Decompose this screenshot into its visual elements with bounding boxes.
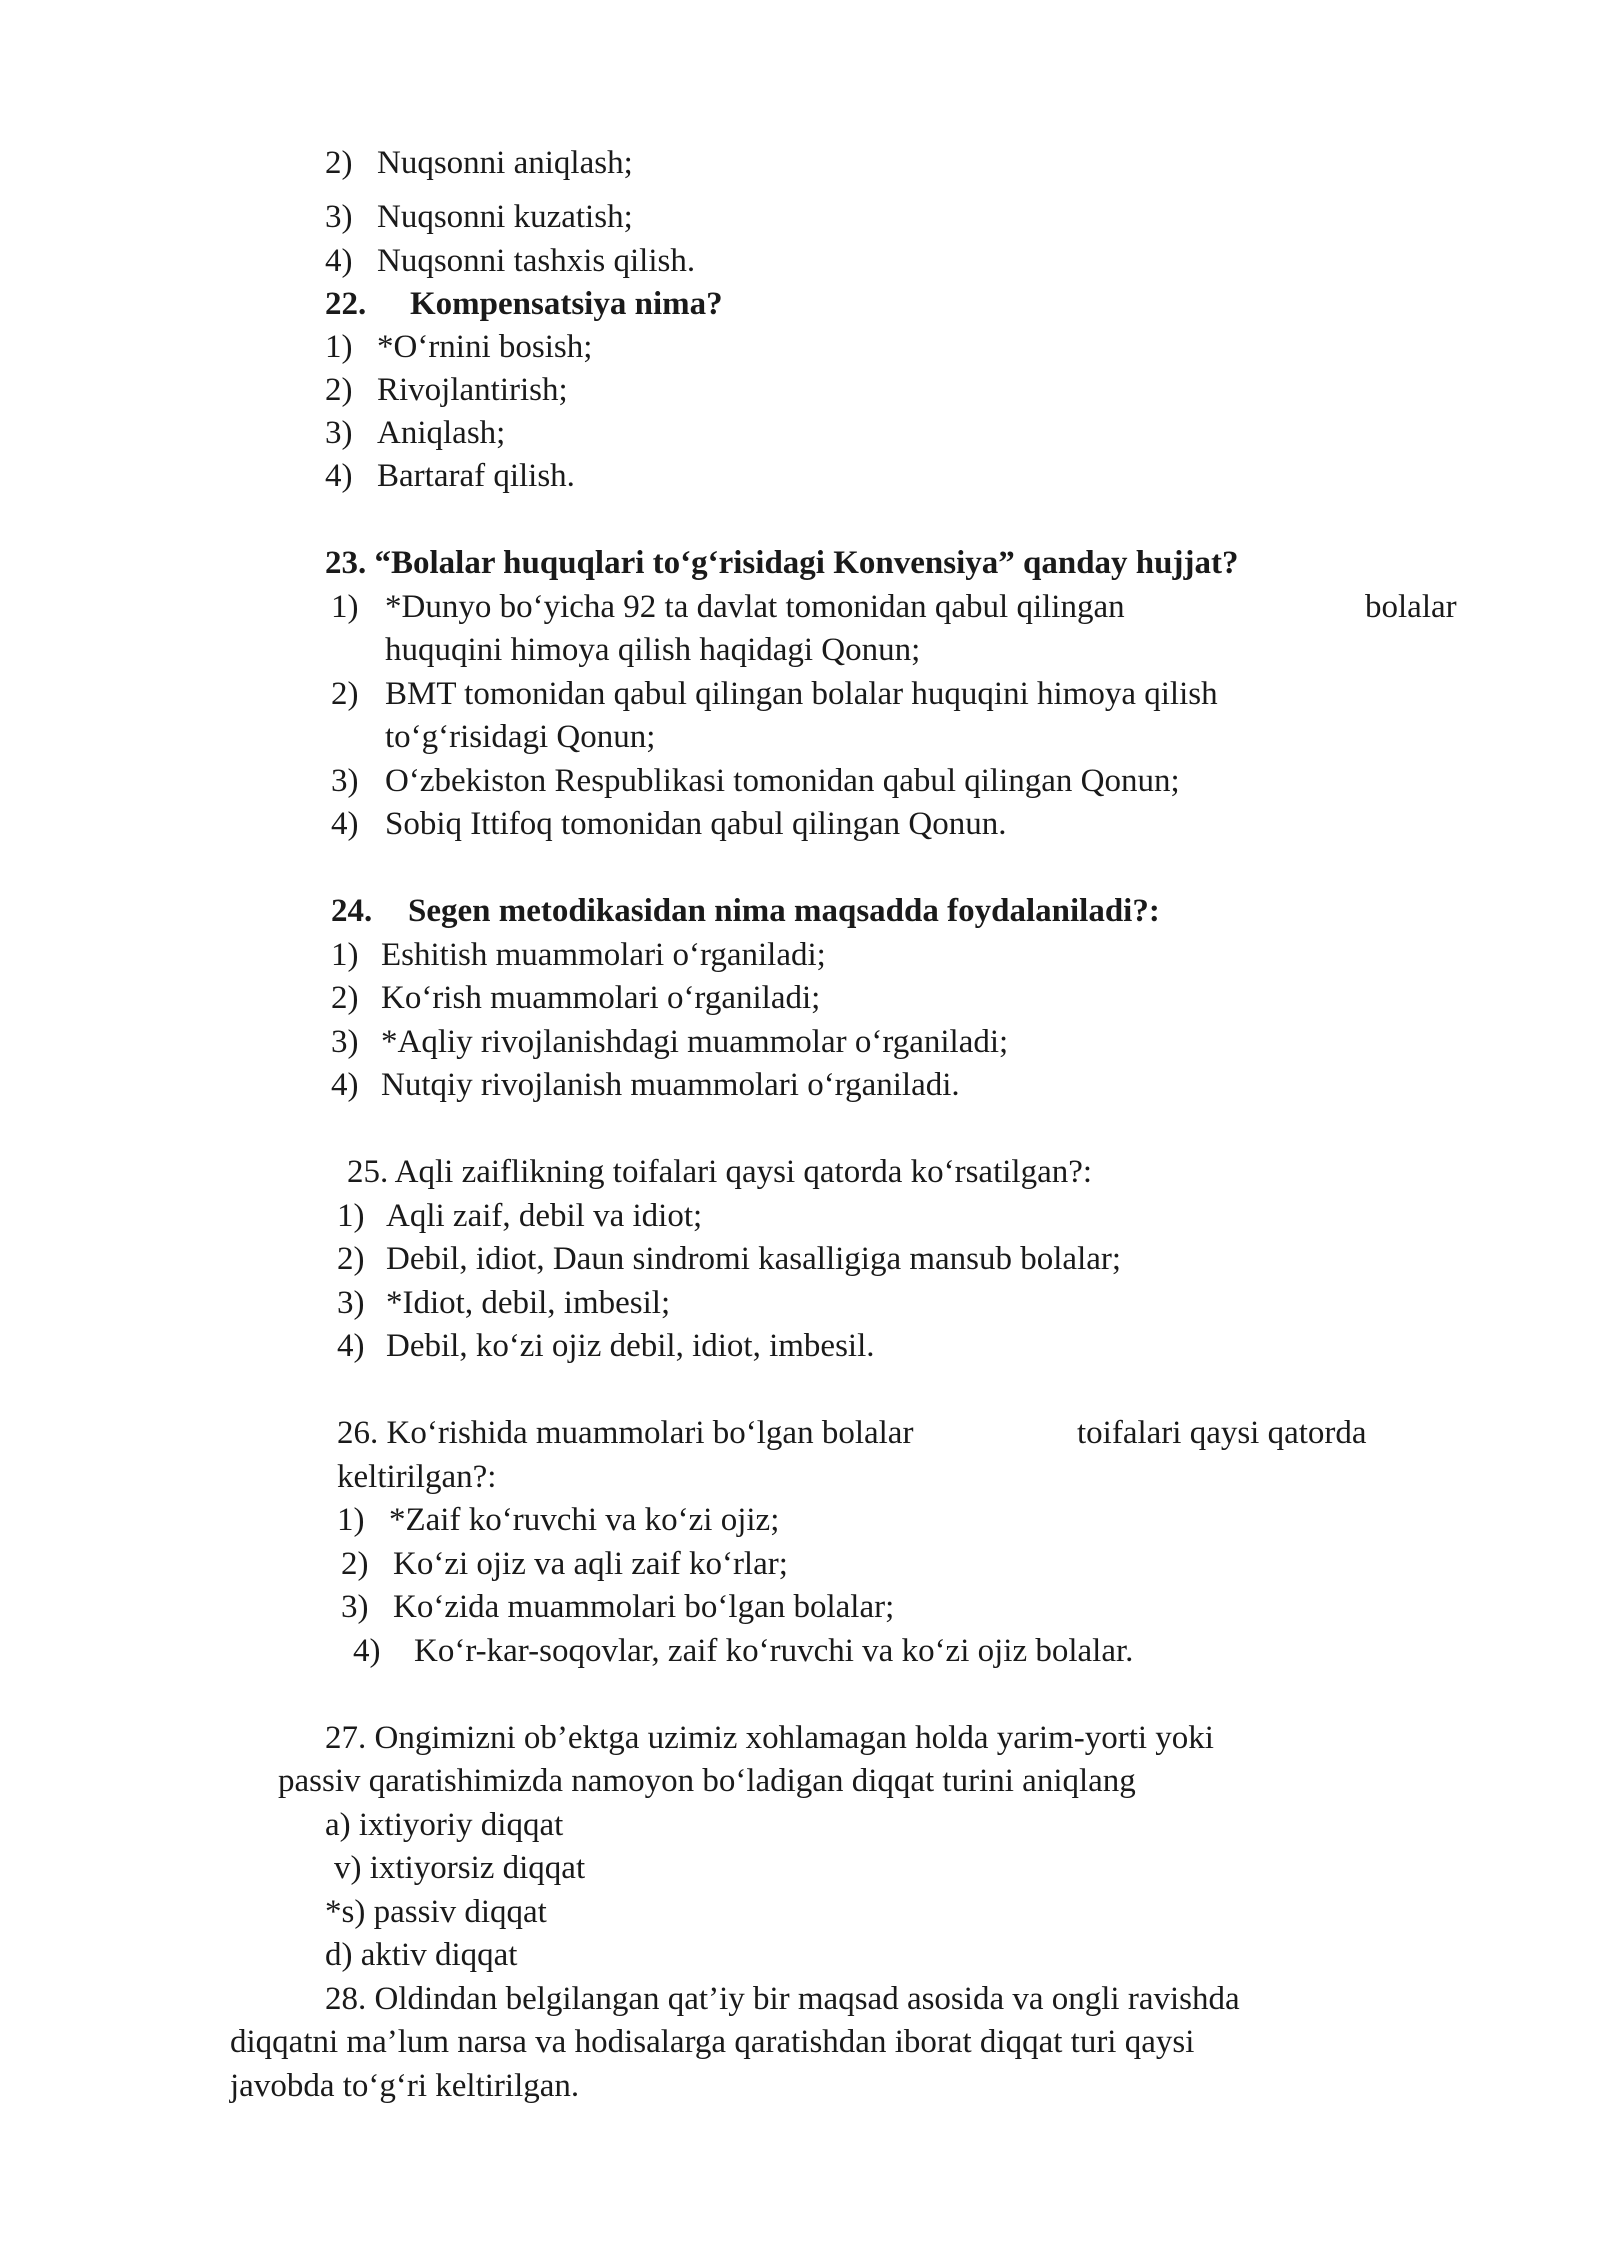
q27-question: 27. Ongimizni ob’ektga uzimiz xohlamagan holda yarim-yorti yoki: [325, 1720, 1214, 1756]
q24-option-2: [331, 977, 820, 1020]
option-number: 4): [325, 243, 353, 279]
option-text: Nutqiy rivojlanish muammolari o‘rganiladi.: [381, 1067, 960, 1103]
q25-option-2: [337, 1238, 1121, 1281]
option-number: 4): [353, 1633, 381, 1669]
option-number: 3): [325, 415, 353, 451]
question-number: 22.: [325, 286, 367, 322]
option-text: Rivojlantirish;: [377, 372, 568, 408]
q24-option-1: [331, 934, 826, 977]
question-text: Kompensatsiya nima?: [410, 286, 723, 322]
q26-title: 26. Ko‘rishida muammolari bo‘lgan bolalar: [337, 1415, 914, 1451]
option-text: BMT tomonidan qabul qilingan bolalar huquqini himoya qilish: [385, 676, 1218, 712]
option-text: Eshitish muammolari o‘rganiladi;: [381, 937, 826, 973]
option-text: *O‘rnini bosish;: [377, 329, 593, 365]
q22-option-3: [325, 412, 505, 455]
q23-option-2: [331, 673, 1218, 716]
q26-title-end: toifalari qaysi qatorda: [1077, 1415, 1367, 1451]
option-text: Ko‘zi ojiz va aqli zaif ko‘rlar;: [393, 1546, 788, 1582]
option-number: 4): [325, 458, 353, 494]
question-number: 24.: [331, 893, 373, 929]
option-number: 2): [331, 676, 359, 712]
q23-option-1-cont: huquqini himoya qilish haqidagi Qonun;: [385, 632, 921, 668]
option-number: 2): [325, 372, 353, 408]
q25-option-4: [337, 1325, 875, 1368]
q27-question-cont: passiv qaratishimizda namoyon bo‘ladigan diqqat turini aniqlang: [278, 1763, 1136, 1799]
option-number: 4): [331, 806, 359, 842]
option-number: 1): [337, 1502, 365, 1538]
q25-option-3: [337, 1282, 670, 1325]
option-text: Ko‘rish muammolari o‘rganiladi;: [381, 980, 821, 1016]
option-text: Debil, idiot, Daun sindromi kasalligiga mansub bolalar;: [386, 1241, 1122, 1277]
option-number: 1): [331, 589, 359, 625]
q23-option-3: [331, 760, 1180, 803]
q22-title: [325, 283, 723, 326]
option-text: *Zaif ko‘ruvchi va ko‘zi ojiz;: [389, 1502, 780, 1538]
question-text: Segen metodikasidan nima maqsadda foydalaniladi?:: [408, 893, 1160, 929]
option-number: 2): [341, 1546, 369, 1582]
option-text: Ko‘r-kar-soqovlar, zaif ko‘ruvchi va ko‘zi ojiz bolalar.: [414, 1633, 1134, 1669]
q23-option-4: [331, 803, 1006, 846]
option-text: Sobiq Ittifoq tomonidan qabul qilingan Qonun.: [385, 806, 1007, 842]
option-number: 3): [337, 1285, 365, 1321]
option-text: Bartaraf qilish.: [377, 458, 575, 494]
q22-option-4: [325, 455, 575, 498]
option-number: 2): [325, 145, 353, 181]
option-number: 1): [331, 937, 359, 973]
q21-option-4: [325, 240, 695, 283]
q27-option-s: *s) passiv diqqat: [325, 1894, 547, 1930]
q24-title: [331, 890, 1160, 933]
option-text: Nuqsonni aniqlash;: [377, 145, 633, 181]
option-number: 4): [331, 1067, 359, 1103]
option-number: 3): [341, 1589, 369, 1625]
option-text: Nuqsonni kuzatish;: [377, 199, 633, 235]
q26-option-3: [341, 1586, 894, 1629]
option-number: 1): [325, 329, 353, 365]
q23-option-1-end: bolalar: [1365, 589, 1457, 625]
q24-option-4: [331, 1064, 960, 1107]
option-number: 2): [337, 1241, 365, 1277]
q23-option-1: [331, 586, 1125, 629]
q28-question: 28. Oldindan belgilangan qat’iy bir maqsad asosida va ongli ravishda: [325, 1981, 1240, 2017]
option-number: 2): [331, 980, 359, 1016]
q23-option-2-cont: to‘g‘risidagi Qonun;: [385, 719, 656, 755]
q28-question-end: javobda to‘g‘ri keltirilgan.: [230, 2068, 580, 2104]
option-number: 3): [331, 763, 359, 799]
option-number: 1): [337, 1198, 365, 1234]
option-number: 3): [325, 199, 353, 235]
option-text: Debil, ko‘zi ojiz debil, idiot, imbesil.: [386, 1328, 875, 1364]
option-text: Aniqlash;: [377, 415, 506, 451]
q27-option-d: d) aktiv diqqat: [325, 1937, 518, 1973]
option-text: *Aqliy rivojlanishdagi muammolar o‘rganiladi;: [381, 1024, 1009, 1060]
q21-option-3: [325, 196, 633, 239]
option-text: *Dunyo bo‘yicha 92 ta davlat tomonidan qabul qilingan: [385, 589, 1125, 625]
q22-option-2: [325, 369, 568, 412]
option-text: Ko‘zida muammolari bo‘lgan bolalar;: [393, 1589, 895, 1625]
option-number: 3): [331, 1024, 359, 1060]
option-text: Aqli zaif, debil va idiot;: [386, 1198, 703, 1234]
q24-option-3: [331, 1021, 1008, 1064]
q22-option-1: [325, 326, 592, 369]
q28-question-cont: diqqatni ma’lum narsa va hodisalarga qaratishdan iborat diqqat turi qaysi: [230, 2024, 1195, 2060]
q26-option-4: [353, 1630, 1133, 1673]
q26-option-1: [337, 1499, 779, 1542]
option-text: *Idiot, debil, imbesil;: [386, 1285, 671, 1321]
q21-option-2: [325, 142, 633, 185]
option-number: 4): [337, 1328, 365, 1364]
q25-title: 25. Aqli zaiflikning toifalari qaysi qatorda ko‘rsatilgan?:: [347, 1154, 1093, 1190]
option-text: Nuqsonni tashxis qilish.: [377, 243, 696, 279]
option-text: O‘zbekiston Respublikasi tomonidan qabul qilingan Qonun;: [385, 763, 1180, 799]
q27-option-v: v) ixtiyorsiz diqqat: [334, 1850, 586, 1886]
q26-option-2: [341, 1543, 788, 1586]
q27-option-a: a) ixtiyoriy diqqat: [325, 1807, 564, 1843]
q23-title: 23. “Bolalar huquqlari to‘g‘risidagi Konvensiya” qanday hujjat?: [325, 545, 1239, 581]
q25-option-1: [337, 1195, 702, 1238]
q26-title-cont: keltirilgan?:: [337, 1459, 497, 1495]
